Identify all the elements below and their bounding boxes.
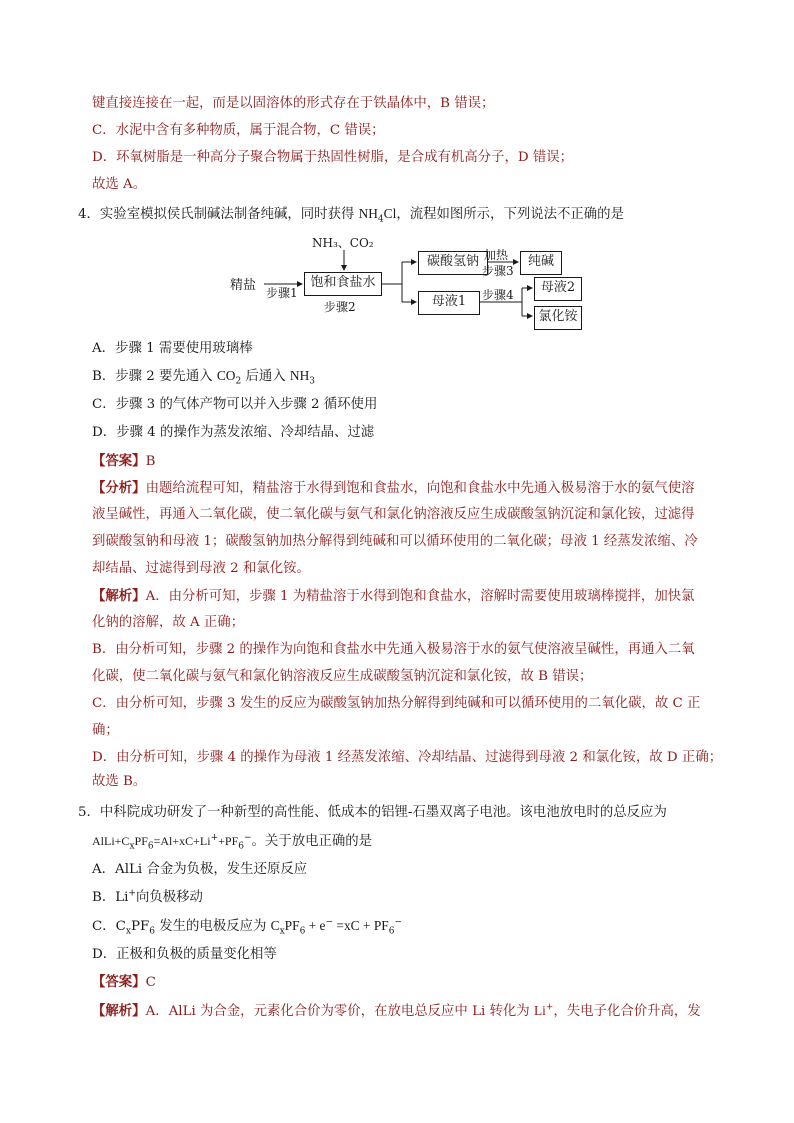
question-5-option-a: A．AlLi 合金为负极，发生还原反应 bbox=[92, 862, 308, 877]
text-line: 化钠的溶解，故 A 正确； bbox=[92, 615, 245, 630]
question-4-option-d: D．步骤 4 的操作为蒸发浓缩、冷却结晶、过滤 bbox=[92, 425, 375, 440]
flow-box-ammonium-chloride: 氯化铵 bbox=[534, 306, 582, 330]
text-line: 键直接连接在一起，而是以固溶体的形式存在于铁晶体中，B 错误； bbox=[92, 96, 495, 111]
text-line: 故选 A。 bbox=[92, 177, 147, 192]
question-4-option-c: C．步骤 3 的气体产物可以并入步骤 2 循环使用 bbox=[92, 397, 378, 412]
flow-box-mother-liquor-1: 母液1 bbox=[418, 291, 480, 315]
text-line: 却结晶、过滤得到母液 2 和氯化铵。 bbox=[92, 561, 310, 576]
text-line: 液呈碱性，再通入二氧化碳，使二氧化碳与氨气和氯化钠溶液反应生成碳酸氢钠沉淀和氯化铵，过滤得 bbox=[92, 507, 695, 522]
question-4-option-a: A．步骤 1 需要使用玻璃棒 bbox=[92, 341, 253, 356]
flow-box-soda-ash: 纯碱 bbox=[520, 251, 562, 275]
question-4-analysis: 【分析】由题给流程可知，精盐溶于水得到饱和食盐水，向饱和食盐水中先通入极易溶于水的氨气使溶 bbox=[92, 480, 695, 496]
flow-heat-label: 加热 bbox=[484, 248, 509, 262]
text-line: B．由分析可知，步骤 2 的操作为向饱和食盐水中先通入极易溶于水的氨气使溶液呈碱性，再通入二氧 bbox=[92, 642, 695, 657]
flow-box-brine: 饱和食盐水 bbox=[304, 272, 382, 296]
flow-step4-label: 步骤4 bbox=[482, 288, 514, 302]
question-4-answer: 【答案】B bbox=[92, 453, 156, 469]
text-line: C．水泥中含有多种物质，属于混合物，C 错误； bbox=[92, 123, 385, 138]
flow-gas-label: NH₃、CO₂ bbox=[312, 236, 374, 250]
question-4-option-b: B．步骤 2 要先通入 $CO_2$ 后通入 $NH_3$ bbox=[92, 368, 315, 387]
text-line: 到碳酸氢钠和母液 1；碳酸氢钠加热分解得到纯碱和可以循环使用的二氧化碳；母液 1 经蒸发浓缩、冷 bbox=[92, 534, 698, 549]
text-line: D．环氧树脂是一种高分子聚合物属于热固性树脂，是合成有机高分子，D 错误； bbox=[92, 150, 574, 165]
text-line: C．由分析可知，步骤 3 发生的反应为碳酸氢钠加热分解得到纯碱和可以循环使用的二氧化碳，故 C 正 bbox=[92, 696, 701, 711]
question-5-equation: $AlLi+C_xPF_6=Al+xC+Li^++PF_6^-$。关于放电正确的是 bbox=[92, 833, 373, 852]
text-line: 故选 B。 bbox=[92, 774, 147, 789]
text-line: D．由分析可知，步骤 4 的操作为母液 1 经蒸发浓缩、冷却结晶、过滤得到母液 2 和氯化铵，故 D 正确； bbox=[92, 750, 723, 765]
text-line: 化碳，使二氧化碳与氨气和氯化钠溶液反应生成碳酸氢钠沉淀和氯化铵，故 B 错误； bbox=[92, 669, 593, 684]
flow-step1-label: 步骤1 bbox=[266, 286, 298, 300]
question-5-option-c: C．$C_xPF_6$ 发生的电极反应为 $C_xPF_6 + e^- =xC + PF_6^-$ bbox=[92, 917, 403, 937]
question-5-stem: 5．中科院成功研发了一种新型的高性能、低成本的铝锂-石墨双离子电池。该电池放电时的总反应为 bbox=[78, 805, 667, 820]
flow-box-sodium-bicarbonate: 碳酸氢钠 bbox=[418, 251, 488, 275]
question-5-explanation: 【解析】A．AlLi 为合金，元素化合价为零价，在放电总反应中 Li 转化为 Li+，失电子化合价升高，发 bbox=[92, 1002, 701, 1019]
flow-step2-label: 步骤2 bbox=[324, 300, 356, 314]
question-5-option-b: B．Li+向负极移动 bbox=[92, 888, 203, 905]
question-4-explanation: 【解析】A．由分析可知，步骤 1 为精盐溶于水得到饱和食盐水，溶解时需要使用玻璃棒搅拌，加快氯 bbox=[92, 588, 695, 604]
flow-diagram bbox=[230, 232, 590, 332]
question-5-option-d: D．正极和负极的质量变化相等 bbox=[92, 947, 277, 962]
question-5-answer: 【答案】C bbox=[92, 974, 156, 990]
flow-step3-label: 步骤3 bbox=[482, 264, 514, 278]
flow-box-mother-liquor-2: 母液2 bbox=[534, 277, 582, 301]
question-4-stem: 4．实验室模拟侯氏制碱法制备纯碱，同时获得 $NH_4Cl$，流程如图所示，下列说法不正确的是 bbox=[78, 206, 624, 225]
flow-input-label: 精盐 bbox=[230, 278, 257, 293]
text-line: 确； bbox=[92, 723, 119, 738]
